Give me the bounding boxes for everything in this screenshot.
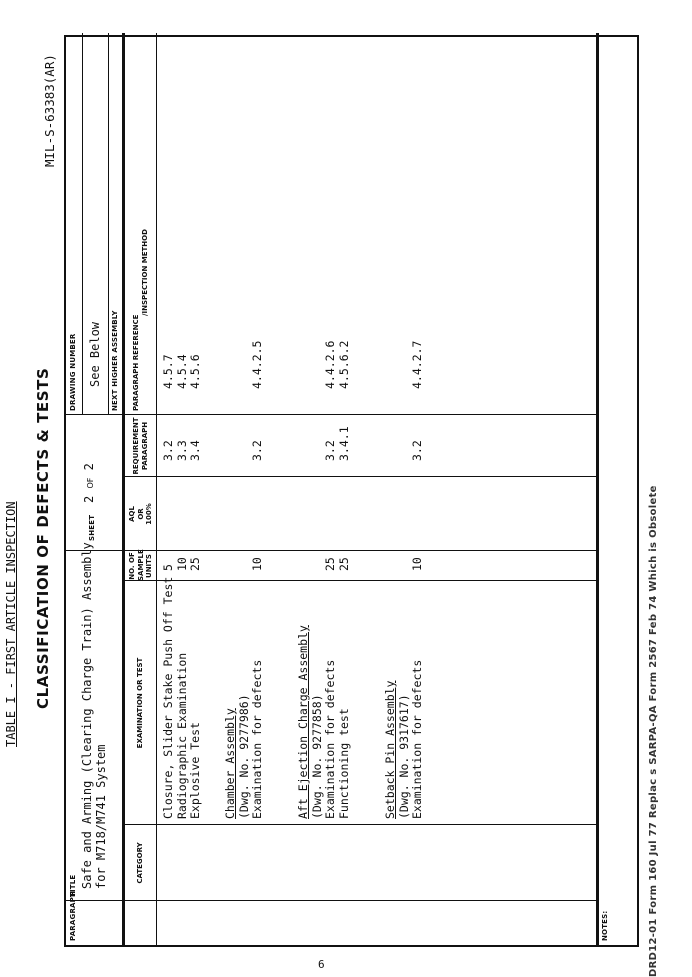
group-1-exam: Closure, Slider Stake Push Off Test Radiographic Examination Explosive Test (161, 576, 202, 819)
title-line-1: Safe and Arming (Clearing Charge Train) Assembly (80, 542, 94, 889)
group-2-references: 4.4.2.5 (250, 340, 264, 389)
main-title: CLASSIFICATION OF DEFECTS & TESTS (34, 367, 52, 709)
page-number: 6 (318, 958, 325, 971)
group-1-references: 4.5.7 4.5.4 4.5.6 (161, 354, 202, 389)
group-3-references: 4.4.2.6 4.5.6.2 (323, 340, 351, 389)
group-4-exam: Setback Pin Assembly (Dwg. No. 9317617) Examination for defects (383, 659, 424, 819)
drawing-number-rule (82, 33, 83, 415)
sheet-label: SHEET (88, 514, 96, 541)
category-divider (122, 824, 596, 825)
next-higher-label: NEXT HIGHER ASSEMBLY (111, 310, 119, 411)
group-4-requirements: 3.2 (410, 440, 424, 461)
notes-top-rule (596, 33, 599, 945)
col-requirement-head: REQUIREMENT PARAGRAPH (132, 417, 149, 475)
aql-divider (122, 476, 596, 477)
column-head-bottom-rule (156, 33, 157, 945)
group-1-samples: 5 10 25 (161, 557, 202, 571)
group-3-requirements: 3.2 3.4.1 (323, 426, 351, 461)
group-2-samples: 10 (250, 557, 264, 571)
group-3-samples: 25 25 (323, 557, 351, 571)
col-category-head: CATEGORY (136, 842, 144, 884)
group-2-exam: Chamber Assembly (Dwg. No. 9277986) Examination for defects (223, 659, 264, 819)
col-reference-head: PARAGRAPH REFERENCE /INSPECTION METHOD (132, 229, 149, 411)
group-3-exam: Aft Ejection Charge Assembly (Dwg. No. 9277858) Examination for defects Functioning test (296, 625, 351, 819)
spec-number: MIL-S-63383(AR) (42, 54, 57, 167)
col-sample-head: NO. OF SAMPLE UNITS (128, 549, 153, 581)
title-line-2: for M718/M741 System (94, 744, 108, 889)
drawing-number-label: DRAWING NUMBER (69, 333, 77, 411)
group-4-samples: 10 (410, 557, 424, 571)
sheet-total: 2 (82, 463, 96, 471)
form-footer: DRD12-01 Form 160 Jul 77 Replac s SARPA-QA Form 2567 Feb 74 Which is Obsolete (648, 485, 659, 977)
paragraph-label: PARAGRAPH (69, 890, 77, 941)
group-2-requirements: 3.2 (250, 440, 264, 461)
col-aql-head: AQL OR 100% (128, 503, 153, 525)
group-4-references: 4.4.2.7 (410, 340, 424, 389)
inspection-form-frame (64, 35, 639, 947)
group-1-requirements: 3.2 3.3 3.4 (161, 440, 202, 461)
notes-label: NOTES: (601, 910, 609, 941)
next-higher-rule (108, 33, 109, 415)
sheet-of: OF (86, 477, 95, 489)
col-exam-head: EXAMINATION OR TEST (136, 657, 144, 749)
drawing-number-value: See Below (88, 321, 102, 387)
table-label: TABLE I - FIRST ARTICLE INSPECTION (4, 501, 18, 747)
paragraph-divider (66, 900, 596, 901)
sheet-number: 2 (82, 495, 96, 503)
sheet-value (82, 463, 96, 503)
header-bottom-rule (122, 33, 125, 945)
title-label: TITLE (69, 874, 77, 897)
